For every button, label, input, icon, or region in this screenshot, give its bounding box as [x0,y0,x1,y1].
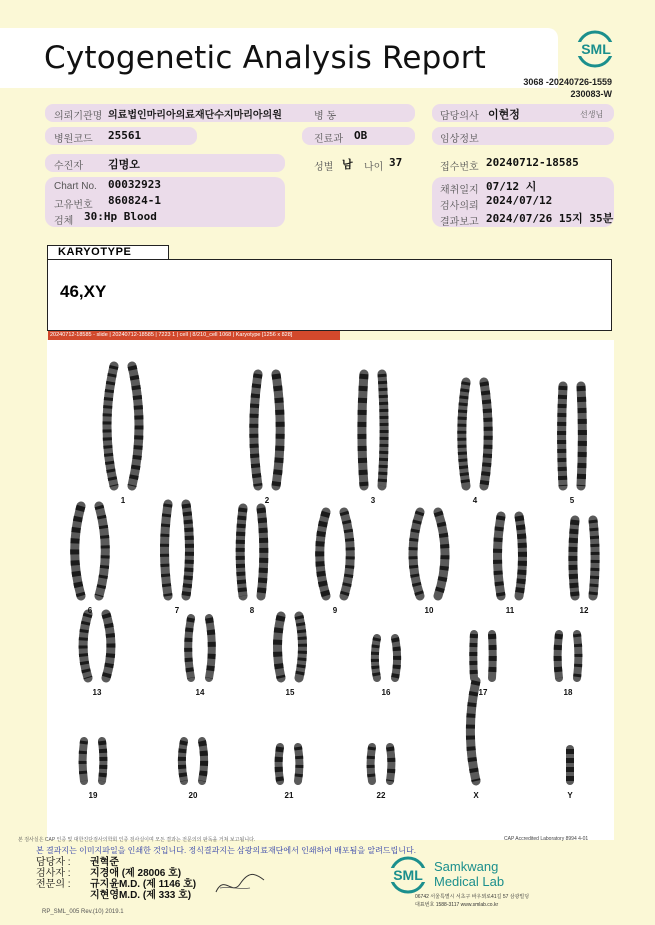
chromosome [83,614,88,678]
chromosome [473,634,474,678]
hospital-code-label: 병원코드 [54,134,93,145]
chromosome-label: 14 [195,688,205,697]
print-notice: 본 결과지는 이미지파일을 인쇄한 것입니다. 정식결과지는 삼광의료재단에서 인쇄하여 배포됨을 알려드립니다. [36,846,416,855]
chromosome-label: 18 [563,688,573,697]
report-title: Cytogenetic Analysis Report [44,40,486,76]
chromosome [577,634,578,678]
chromosome [102,741,103,781]
chromosome [484,382,488,486]
image-caption: 20240712-18585 - slide | 20240712-18585 | 7223 1 | cell | 8/210_cell 1068 | Karyotype [1256 x 828] [48,331,340,340]
unique-label: 고유번호 [54,200,93,211]
chromosome [298,747,299,781]
chromosome [240,508,243,596]
chart-value: 00032923 [108,178,161,191]
department-value: OB [354,129,368,142]
staff-label-3: 전문의 : [36,879,71,890]
logo-text: SML [581,41,611,57]
chromosome [558,634,559,678]
chromosome-label: 3 [370,496,376,505]
chromosome-label: 9 [332,606,338,615]
fine-print: 본 검사실은 CAP 인증 및 대한진단검사의학회 인증 검사실이며 모든 결과는 전문의의 판독을 거쳐 보고됩니다. [18,837,256,843]
staff-value-3: 규지윤M.D. (제 1146 호) [90,879,197,890]
chromosome [519,516,523,596]
receipt-label: 접수번호 [440,162,479,173]
chromosome [254,374,258,486]
chromosome [261,508,264,596]
institution-label: 의뢰기관명 [54,111,103,122]
doctor-label: 담당의사 [440,111,479,122]
chromosome-label: 11 [505,606,515,615]
chromosome-label: 6 [87,606,93,615]
age-label: 나이 [364,162,384,173]
chromosome-label: 10 [424,606,434,615]
chromosome-label: X [473,791,479,800]
chromosome [382,374,384,486]
signature-icon [210,866,270,900]
chromosome-label: 21 [284,791,294,800]
brand-line-2: Medical Lab [434,874,505,889]
chromosome [498,516,502,596]
chromosome [107,366,114,486]
unique-value: 860824-1 [108,194,161,207]
chromosome [320,512,326,596]
chromosome [202,741,204,781]
chart-label: Chart No. [54,181,97,192]
chromosome [375,638,377,678]
chromosome [186,504,190,596]
chromosome [593,520,595,596]
karyogram-svg [47,340,614,840]
chromosome [83,741,84,781]
cap-accreditation: CAP Accredited Laboratory 8994 4-01 [504,836,589,842]
staff-value-4: 지현영M.D. (제 333 호) [90,890,192,901]
chromosome-label: 4 [472,496,478,505]
chromosome [395,638,397,678]
report-id-line1: 3068 -20240726-1559 [523,77,612,87]
chromosome-label: 19 [88,791,98,800]
collection-label: 채취일지 [440,185,479,196]
chromosome-label: 22 [376,791,386,800]
chromosome [562,386,563,486]
chromosome [492,634,493,678]
chromosome [132,366,139,486]
specimen-label: 검체 [54,216,74,227]
patient-value: 김명오 [108,158,140,171]
address-line-1: 06742 서울특별시 서초구 바우뫼로41길 57 삼광빌딩 [415,894,530,900]
chromosome [371,747,372,781]
chromosome [299,616,303,678]
clinical-label: 임상정보 [440,134,479,145]
karyotype-result: 46,XY [60,282,107,301]
brand-line-1: Samkwang [434,859,499,874]
staff-label-1: 담당자 : [36,857,71,868]
chromosome [278,616,282,678]
chromosome-label: 7 [174,606,180,615]
chromosome-label: 12 [579,606,589,615]
chromosome-label: 16 [381,688,391,697]
chromosome-label: 2 [264,496,270,505]
chromosome [581,386,582,486]
karyotype-tab [47,245,169,260]
doctor-value: 이현정 [488,108,520,121]
address [415,893,529,909]
collection-value: 07/12 시 [486,180,537,193]
staff-label-2: 검사자 : [36,868,71,879]
chromosome-label: 15 [285,688,295,697]
request-value: 2024/07/12 [486,194,553,207]
sml-logo-bottom [384,855,432,895]
report-id [500,76,612,100]
report-label: 결과보고 [440,217,479,228]
brand-name [434,859,504,889]
chromosome-label: Y [567,791,573,800]
chromosome-label: 17 [478,688,488,697]
report-value: 2024/07/26 15지 35분 [486,212,614,225]
department-label: 진료과 [314,134,343,145]
chromosome [462,382,466,486]
staff-value-1: 권혁준 [90,857,119,868]
sex-label: 성별 [314,162,334,173]
staff-value-2: 지경애 (제 28006 호) [90,868,182,879]
form-number: RP_SML_005 Rev.(10) 2019.1 [42,909,124,915]
chromosome [573,520,575,596]
request-label: 검사의뢰 [440,201,479,212]
chromosome-label: 5 [569,496,575,505]
chromosome-label: 20 [188,791,198,800]
chromosome [276,374,280,486]
logo-text-bottom: SML [393,867,423,883]
chromosome [413,512,420,596]
chromosome [99,506,105,596]
karyotype-tab-label: KARYOTYPE [58,246,132,258]
age-value: 37 [389,156,403,169]
sex-value: 남 [342,158,353,171]
sml-logo [574,28,620,68]
chromosome [165,504,169,596]
chromosome-label: 8 [249,606,255,615]
doctor-suffix: 선생님 [580,110,604,119]
receipt-value: 20240712-18585 [486,156,579,169]
chromosome [279,747,280,781]
hospital-code-value: 25561 [108,129,142,142]
chromosome [209,618,212,678]
chromosome [344,512,350,596]
chromosome [390,747,391,781]
chromosome [438,512,445,596]
chromosome [188,618,191,678]
institution-value: 의료법인마리아의료재단수지마리아의원 [108,110,282,121]
address-line-2: 대표번호 1588-3117 www.smlab.co.kr [415,902,499,908]
ward-label: 병 동 [314,111,337,122]
patient-label: 수진자 [54,161,83,172]
specimen-value: 30:Hp Blood [84,210,157,223]
karyotype-result-box [47,259,612,331]
chromosome-label: 1 [120,496,126,505]
chromosome [106,614,111,678]
karyogram-image [47,340,614,840]
chromosome [182,741,184,781]
chromosome [75,506,81,596]
report-id-line2: 230083-W [570,89,612,99]
chromosome [362,374,364,486]
chromosome-label: 13 [92,688,102,697]
